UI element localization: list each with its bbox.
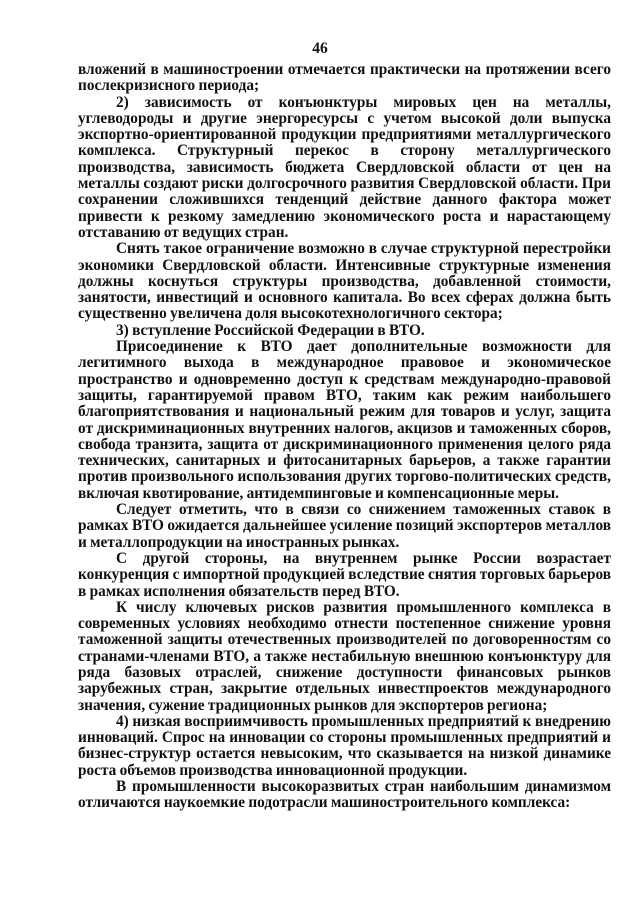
page-number: 46 (312, 40, 328, 57)
body-text (78, 62, 611, 812)
paragraph-structural-restructuring: Снять такое ограничение возможно в случае структурной перестройки экономики Свердловской области. Интенсивные структурные изменения должны коснуться структуры производства, добавленной стоимости, занятости, инвестиций и основного капитала. Во всех сферах должна быть существенно увеличена доля высокотехнологичного сектора; (78, 240, 611, 323)
paragraph-item-2-commodity-prices: 2) зависимость от конъюнктуры мировых цен на металлы, углеводороды и другие энергоресурсы с учетом высокой доли выпуска экспортно-ориентированной продукции предприятиями металлургического комплекса. Структурный перекос в сторону металлургического производства, зависимость бюджета Свердловской области от цен на металлы создают риски долгосрочного развития Свердловской области. При сохранении сложившихся тенденций действие данного фактора может привести к резкому замедлению экономического роста и нарастающему отставанию от ведущих стран. (78, 93, 611, 241)
paragraph-key-risks: К числу ключевых рисков развития промышленного комплекса в современных условиях необходимо отнести постепенное снижение уровня таможенной защиты отечественных производителей по договоренностям со странами-членами ВТО, а также нестабильную внешнюю конъюнктуру для ряда базовых отраслей, снижение доступности финансовых рынков зарубежных стран, закрытие отдельных инвестпроектов международного значения, сужение традиционных рынков для экспортеров региона; (78, 598, 611, 714)
paragraph-continued: вложений в машиностроении отмечается практически на протяжении всего послекризисного периода; (78, 61, 611, 95)
paragraph-item-4-innovation: 4) низкая восприимчивость промышленных предприятий к внедрению инноваций. Спрос на инновации со стороны промышленных предприятий и бизнес-структур остается невысоким, что сказывается на низкой динамике роста объемов производства инновационной продукции. (78, 712, 611, 779)
paragraph-item-3-wto-accession: 3) вступление Российской Федерации в ВТО. (116, 321, 425, 339)
paragraph-wto-opportunities: Присоединение к ВТО дает дополнительные возможности для легитимного выхода в международное правовое и экономическое пространство и одновременно доступ к средствам международно-правовой защиты, гарантируемой правом ВТО, таким как режим наибольшего благоприятствования и национальный режим для товаров и услуг, защита от дискриминационных внутренних налогов, акцизов и таможенных сборов, свобода транзита, защита от дискриминационного применения целого ряда технических, санитарных и фитосанитарных барьеров, а также гарантии против произвольного использования других торгово-политических средств, включая квотирование, антидемпинговые и компенсационные меры. (78, 338, 611, 502)
paragraph-domestic-competition: С другой стороны, на внутреннем рынке России возрастает конкуренция с импортной продукцией вследствие снятия торговых барьеров в рамках исполнения обязательств перед ВТО. (78, 549, 611, 600)
paragraph-customs-rates: Следует отметить, что в связи со снижением таможенных ставок в рамках ВТО ожидается дальнейшее усиление позиций экспортеров металлов и металлопродукции на иностранных рынках. (78, 501, 611, 551)
paragraph-developed-countries: В промышленности высокоразвитых стран наибольшим динамизмом отличаются наукоемкие подотрасли машиностроительного комплекса: (78, 778, 611, 812)
